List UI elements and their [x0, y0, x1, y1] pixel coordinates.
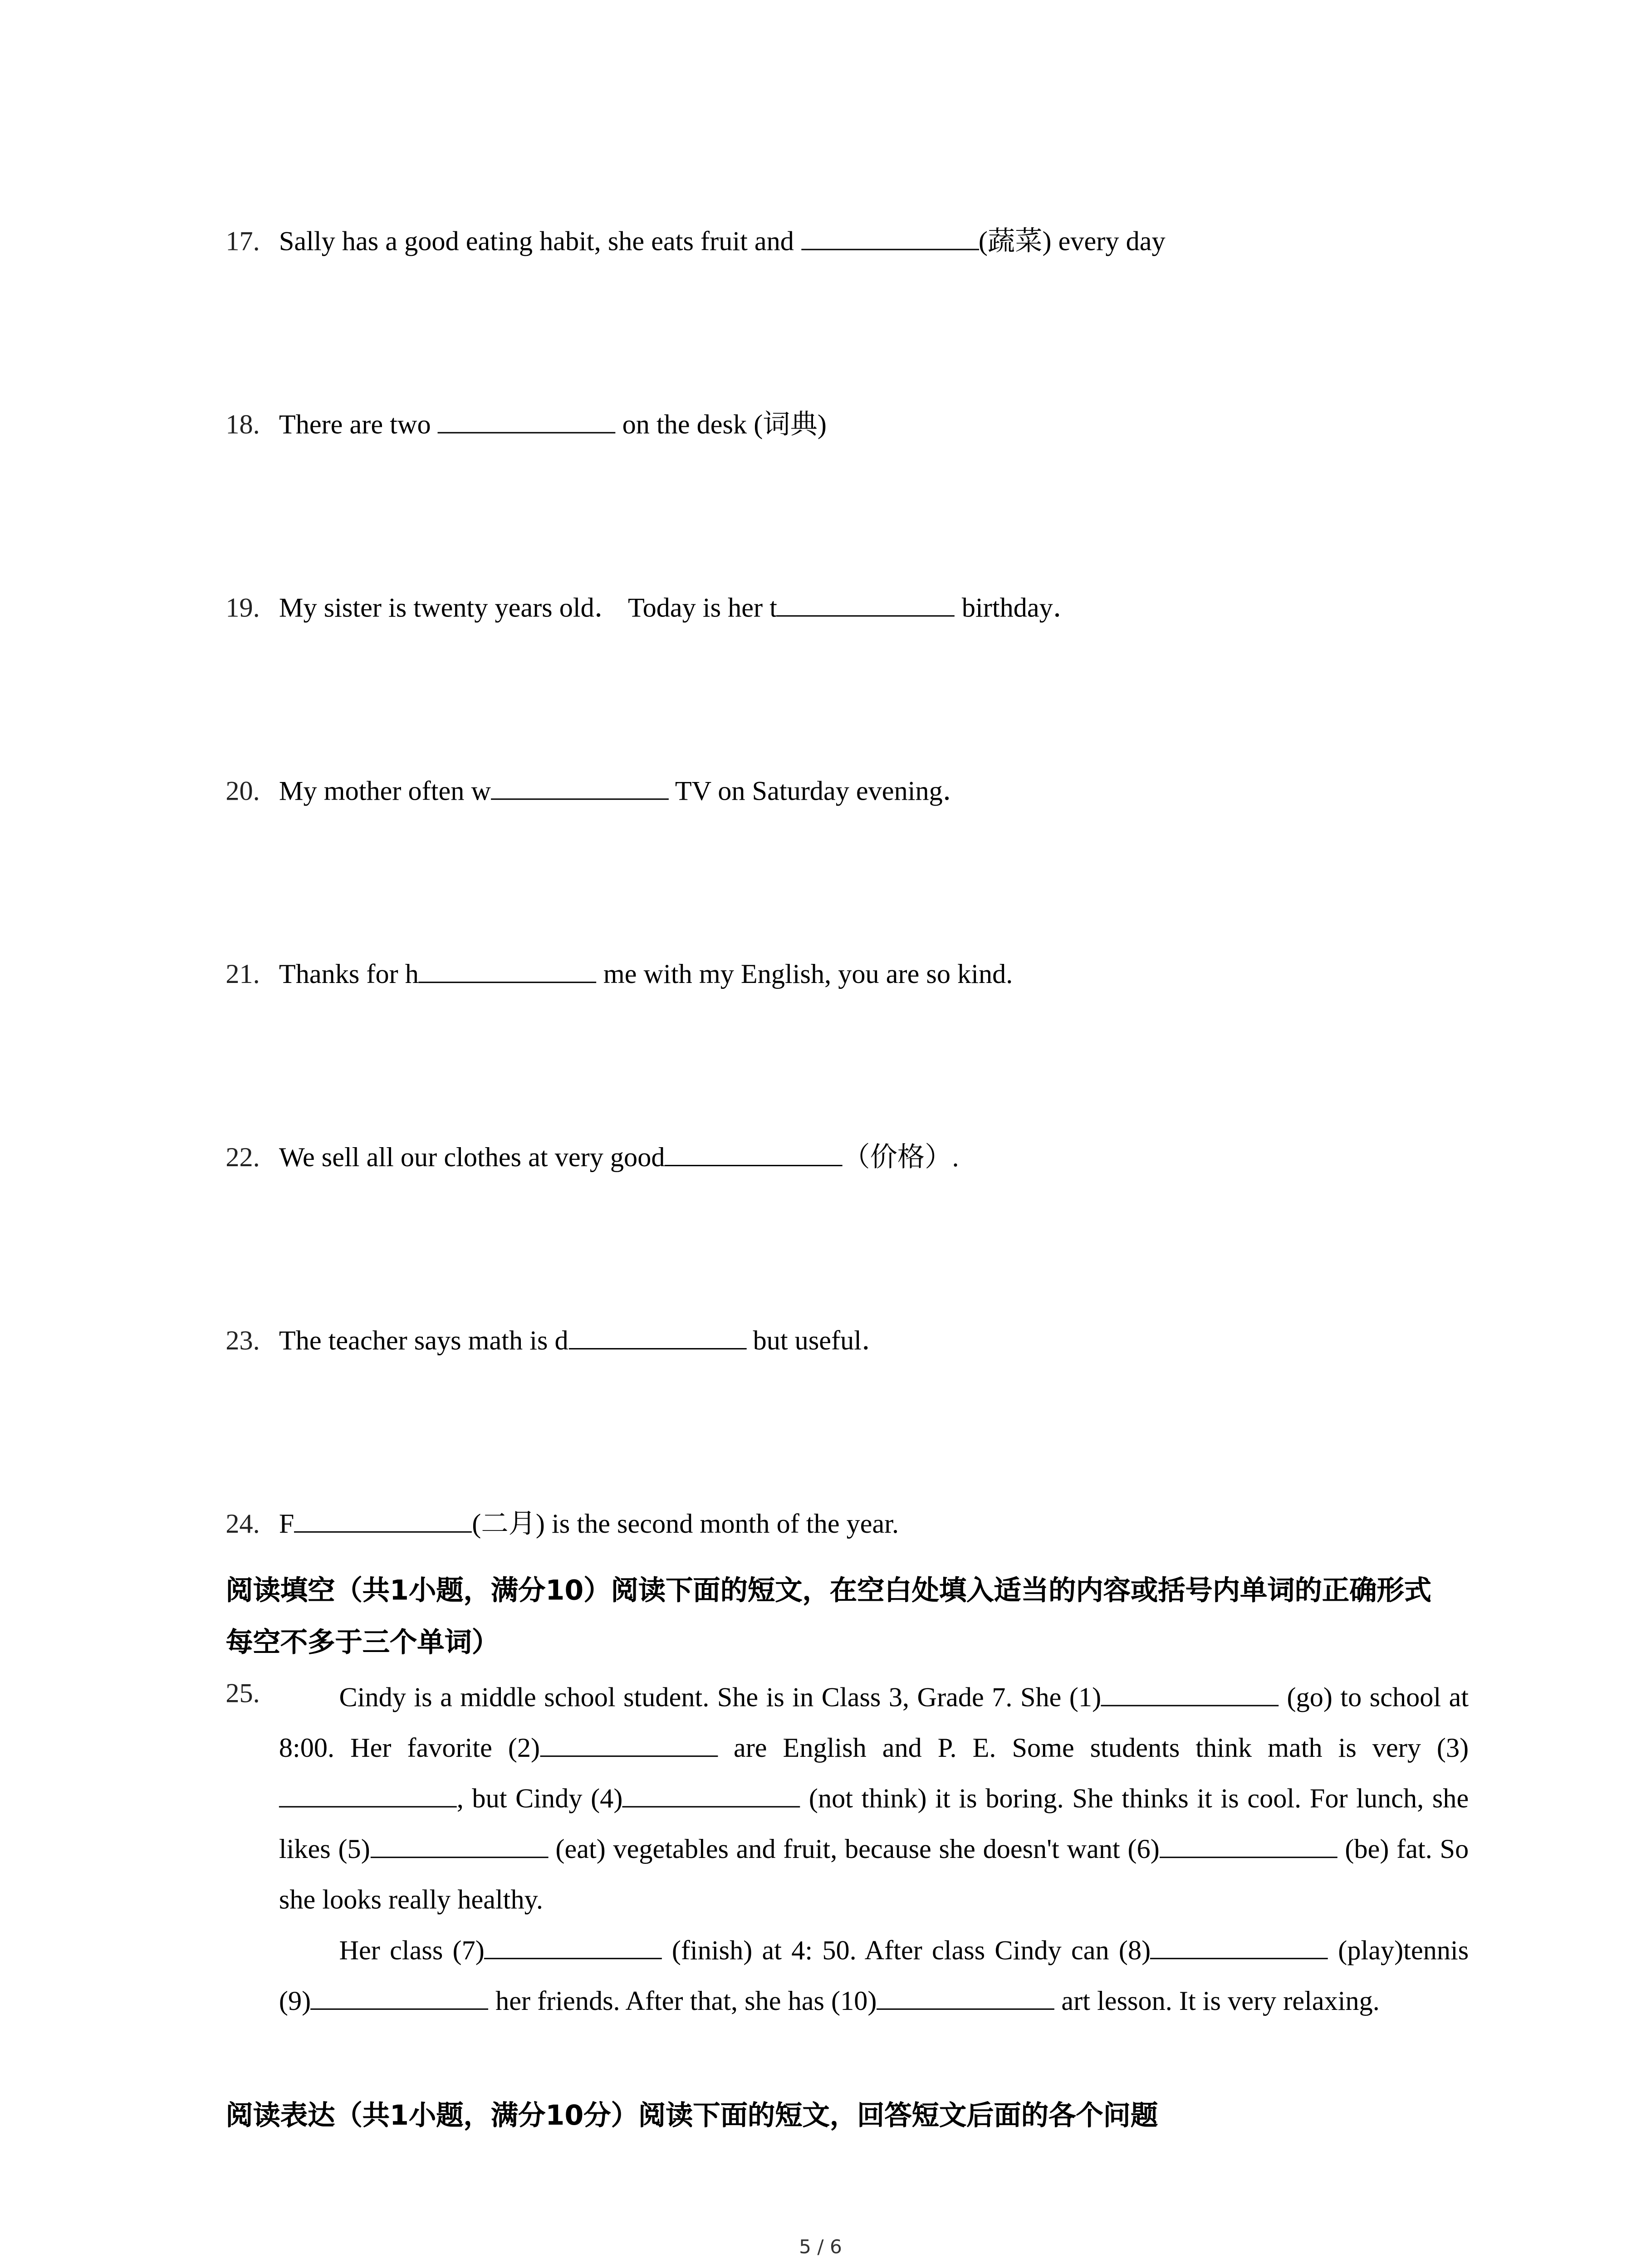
passage-paragraph-1	[279, 1673, 1469, 1926]
question-19	[225, 588, 1080, 629]
question-text: me with my English, you are so kind.	[596, 959, 1013, 990]
passage-text: art lesson. It is very relaxing.	[1054, 1986, 1380, 2017]
passage-paragraph-2	[279, 1926, 1469, 2028]
answer-blank-7[interactable]	[485, 1933, 662, 1959]
question-number: 21.	[225, 959, 260, 990]
passage-text: (play)tennis (9)	[279, 1936, 1469, 2017]
question-number: 18.	[225, 410, 260, 440]
answer-blank-1[interactable]	[1101, 1680, 1279, 1706]
question-20	[225, 771, 970, 812]
question-number: 20.	[225, 777, 260, 807]
question-number: 25.	[225, 1679, 260, 1709]
question-text: （价格）.	[843, 1143, 959, 1173]
answer-blank[interactable]	[294, 1507, 472, 1533]
question-number: 22.	[225, 1143, 260, 1173]
answer-blank[interactable]	[665, 1140, 843, 1166]
passage-text: are English and P. E. Some students think math is very (3)	[718, 1733, 1469, 1764]
passage-text: (eat) vegetables and fruit, because she doesn't want (6)	[548, 1834, 1160, 1865]
question-text: TV on Saturday evening．	[668, 777, 970, 807]
question-text: My sister is twenty years old． Today is her t	[279, 593, 777, 624]
question-text: Sally has a good eating habit, she eats fruit and	[279, 227, 801, 257]
question-18	[225, 405, 827, 445]
question-number: 23.	[225, 1326, 260, 1357]
question-number: 19.	[225, 593, 260, 624]
answer-blank[interactable]	[568, 1324, 746, 1349]
answer-blank[interactable]	[438, 407, 616, 433]
answer-blank-5[interactable]	[370, 1832, 548, 1858]
answer-blank-9[interactable]	[311, 1984, 489, 2010]
question-text: but useful．	[746, 1326, 889, 1357]
question-text: There are two	[279, 410, 438, 440]
question-text: on the desk (词典)	[615, 410, 827, 440]
passage-text: , but Cindy (4)	[456, 1784, 623, 1814]
question-text: birthday．	[955, 593, 1081, 624]
question-number: 17.	[225, 227, 260, 257]
answer-blank[interactable]	[777, 591, 955, 616]
passage-25	[279, 1673, 1469, 2028]
question-text: Thanks for h	[279, 959, 419, 990]
passage-text: Cindy is a middle school student. She is in Class 3, Grade 7. She (1)	[339, 1683, 1102, 1713]
question-text: My mother often w	[279, 777, 491, 807]
question-22	[225, 1138, 959, 1178]
answer-blank[interactable]	[801, 224, 979, 250]
question-text: (二月) is the second month of the year.	[472, 1509, 899, 1540]
answer-blank-2[interactable]	[540, 1731, 718, 1757]
question-text: We sell all our clothes at very good	[279, 1143, 665, 1173]
question-number: 24.	[225, 1509, 260, 1540]
passage-text: (go) to school at 8:00. Her favorite (2)	[279, 1683, 1469, 1764]
answer-blank-4[interactable]	[622, 1781, 800, 1807]
question-17	[225, 221, 1165, 262]
answer-blank-3[interactable]	[279, 1781, 457, 1807]
section-heading-reading: 阅读表达（共1小题，满分10分）阅读下面的短文，回答短文后面的各个问题	[225, 2098, 1158, 2132]
passage-text: (be) fat. So she looks really healthy.	[279, 1834, 1469, 1916]
answer-blank-6[interactable]	[1160, 1832, 1337, 1858]
question-23	[225, 1321, 889, 1362]
question-text: F	[279, 1509, 294, 1540]
answer-blank-10[interactable]	[877, 1984, 1055, 2010]
passage-text: (not think) it is boring. She thinks it is cool. For lunch, she likes (5)	[279, 1784, 1469, 1865]
page-number: 5 / 6	[799, 2237, 842, 2259]
passage-text: Her class (7)	[339, 1936, 485, 1966]
question-text: The teacher says math is d	[279, 1326, 568, 1357]
answer-blank[interactable]	[491, 774, 669, 800]
question-24	[225, 1504, 899, 1545]
section-heading-cloze: 阅读填空（共1小题，满分10）阅读下面的短文，在空白处填入适当的内容或括号内单词的正确形式每空不多于三个单词）	[225, 1574, 1432, 1659]
question-text: (蔬菜) every day	[978, 227, 1166, 257]
passage-text: her friends. After that, she has (10)	[489, 1986, 877, 2017]
passage-text: (finish) at 4: 50. After class Cindy can (8)	[662, 1936, 1151, 1966]
answer-blank[interactable]	[419, 957, 597, 983]
answer-blank-8[interactable]	[1151, 1933, 1328, 1959]
question-21	[225, 954, 1013, 995]
